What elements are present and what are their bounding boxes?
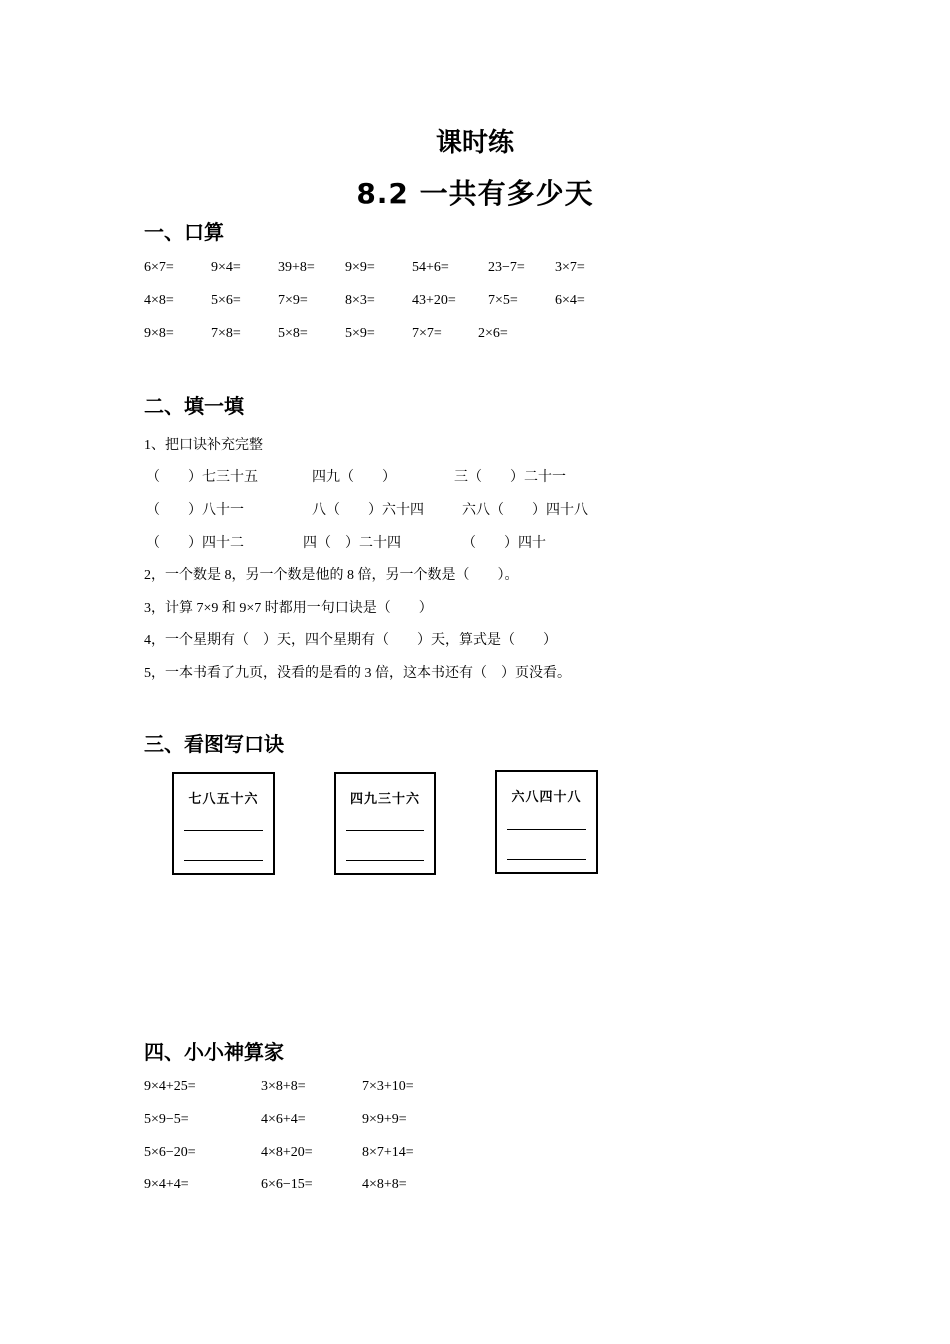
calc-item: 9×4+4= (144, 1177, 189, 1192)
math-item: 7×7= (412, 326, 442, 341)
rhyme-card-label: 七八五十六 (188, 792, 259, 807)
math-item: 5×6= (211, 293, 241, 308)
rhyme-blank-item: 六八（ ）四十八 (462, 503, 588, 518)
section-heading-picture-rhyme: 三、看图写口诀 (144, 732, 284, 756)
calc-item: 7×3+10= (362, 1079, 414, 1094)
calc-item: 6×6−15= (261, 1177, 313, 1192)
calc-item: 8×7+14= (362, 1145, 414, 1160)
answer-line (184, 830, 263, 831)
page-title: 课时练 (435, 128, 514, 158)
section-heading-fill-in: 二、填一填 (144, 394, 244, 418)
math-item: 5×8= (278, 326, 308, 341)
math-item: 5×9= (345, 326, 375, 341)
question-4: 4，一个星期有（ ）天，四个星期有（ ）天，算式是（ ） (144, 633, 557, 648)
answer-line (184, 860, 263, 861)
math-item: 9×9= (345, 260, 375, 275)
calc-item: 9×9+9= (362, 1112, 407, 1127)
rhyme-blank-item: 八（ ）六十四 (312, 503, 424, 518)
rhyme-card (172, 772, 275, 875)
rhyme-card-label: 六八四十八 (511, 790, 582, 805)
math-item: 39+8= (278, 260, 315, 275)
math-item: 3×7= (555, 260, 585, 275)
rhyme-blank-item: 三（ ）二十一 (454, 470, 566, 485)
question-3: 3，计算 7×9 和 9×7 时都用一句口诀是（ ） (144, 601, 433, 616)
calc-item: 5×6−20= (144, 1145, 196, 1160)
rhyme-blank-item: （ ）四十二 (146, 536, 244, 551)
question-1-prompt: 1、把口诀补充完整 (144, 438, 263, 453)
calc-item: 4×8+8= (362, 1177, 407, 1192)
math-item: 7×8= (211, 326, 241, 341)
rhyme-blank-item: （ ）八十一 (146, 503, 244, 518)
answer-line (346, 830, 424, 831)
answer-line (346, 860, 424, 861)
section-heading-calculation: 四、小小神算家 (144, 1040, 284, 1064)
lesson-subtitle: 8.2 一共有多少天 (356, 177, 594, 210)
question-5: 5，一本书看了九页，没看的是看的 3 倍，这本书还有（ ）页没看。 (144, 666, 571, 681)
rhyme-blank-item: 四九（ ） (312, 470, 396, 485)
answer-line (507, 829, 586, 830)
math-item: 8×3= (345, 293, 375, 308)
calc-item: 5×9−5= (144, 1112, 189, 1127)
rhyme-card-label: 四九三十六 (349, 792, 420, 807)
math-item: 4×8= (144, 293, 174, 308)
math-item: 7×9= (278, 293, 308, 308)
answer-line (507, 859, 586, 860)
math-item: 43+20= (412, 293, 456, 308)
rhyme-card (495, 770, 598, 874)
rhyme-blank-item: （ ）四十 (462, 536, 546, 551)
calc-item: 4×6+4= (261, 1112, 306, 1127)
math-item: 54+6= (412, 260, 449, 275)
question-2: 2，一个数是 8，另一个数是他的 8 倍，另一个数是（ ）。 (144, 568, 519, 583)
calc-item: 3×8+8= (261, 1079, 306, 1094)
calc-item: 4×8+20= (261, 1145, 313, 1160)
math-item: 7×5= (488, 293, 518, 308)
rhyme-card (334, 772, 436, 875)
math-item: 23−7= (488, 260, 525, 275)
rhyme-blank-item: （ ）七三十五 (146, 470, 258, 485)
math-item: 6×7= (144, 260, 174, 275)
rhyme-blank-item: 四（ ）二十四 (303, 536, 401, 551)
math-item: 9×4= (211, 260, 241, 275)
calc-item: 9×4+25= (144, 1079, 196, 1094)
math-item: 2×6= (478, 326, 508, 341)
math-item: 6×4= (555, 293, 585, 308)
section-heading-mental-math: 一、口算 (144, 220, 224, 244)
math-item: 9×8= (144, 326, 174, 341)
